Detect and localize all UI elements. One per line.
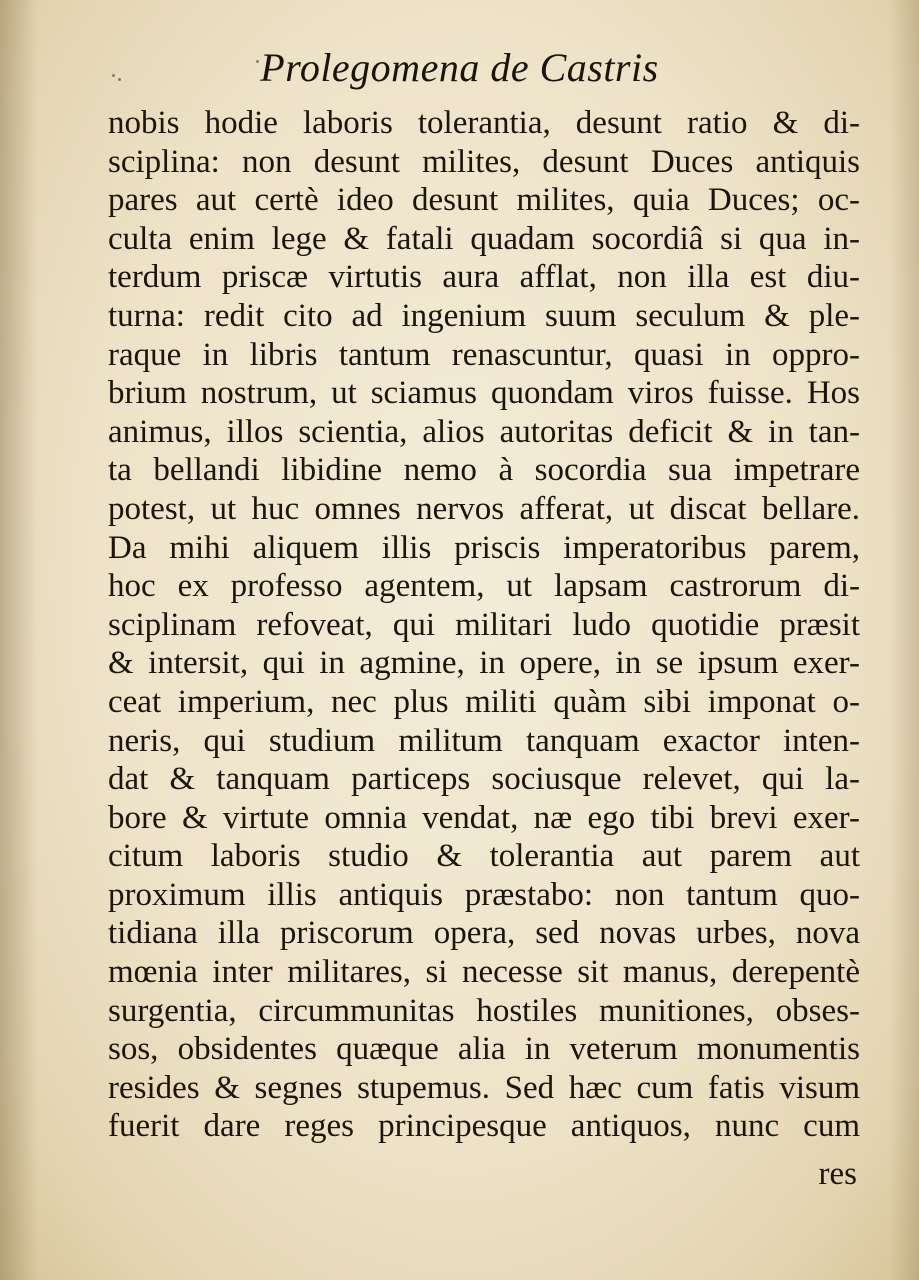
running-head: Prolegomena de Castris <box>260 45 659 90</box>
text-line: nobis hodie laboris tolerantia, desunt ratio & di- <box>108 105 860 141</box>
text-line: sos, obsidentes quæque alia in veterum monumentis <box>108 1031 860 1068</box>
text-line: raque in libris tantum renascuntur, quasi in oppro- <box>108 336 860 373</box>
text-line: tidiana illa priscorum opera, sed novas urbes, nova <box>108 915 860 952</box>
text-line: potest, ut huc omnes nervos afferat, ut discat bellare. <box>108 490 860 527</box>
text-line: hoc ex professo agentem, ut lapsam castrorum di- <box>108 568 860 605</box>
text-line: bore & virtute omnia vendat, næ ego tibi brevi exer- <box>108 799 860 836</box>
text-line: animus, illos scientia, alios autoritas deficit & in tan- <box>108 413 860 450</box>
text-line: ceat imperium, nec plus militi quàm sibi imponat o- <box>108 683 860 720</box>
text-line: sciplina: non desunt milites, desunt Duces antiquis <box>108 143 860 180</box>
text-line: dat & tanquam particeps sociusque relevet, qui la- <box>108 761 860 798</box>
text-line: turna: redit cito ad ingenium suum seculum & ple- <box>108 297 860 334</box>
body-text <box>108 104 860 1146</box>
text-line: proximum illis antiquis præstabo: non tantum quo- <box>108 876 860 913</box>
text-line: brium nostrum, ut sciamus quondam viros fuisse. Hos <box>108 375 860 412</box>
text-line: mœnia inter militares, si necesse sit manus, derepentè <box>108 954 860 991</box>
text-line: Da mihi aliquem illis priscis imperatoribus parem, <box>108 529 860 566</box>
text-line: & intersit, qui in agmine, in opere, in se ipsum exer- <box>108 645 860 682</box>
text-line: surgentia, circummunitas hostiles munitiones, obses- <box>108 992 860 1029</box>
text-line: fuerit dare reges principesque antiquos, nunc cum <box>108 1108 860 1145</box>
catchword: res <box>818 1156 857 1192</box>
text-line: citum laboris studio & tolerantia aut parem aut <box>108 838 860 875</box>
text-line: sciplinam refoveat, qui militari ludo quotidie præsit <box>108 606 860 643</box>
text-line: neris, qui studium militum tanquam exactor inten- <box>108 722 860 759</box>
text-line: ta bellandi libidine nemo à socordia sua impetrare <box>108 452 860 489</box>
text-line: terdum priscæ virtutis aura afflat, non illa est diu- <box>108 259 860 296</box>
text-line: culta enim lege & fatali quadam socordiâ si qua in- <box>108 220 860 257</box>
text-line: resides & segnes stupemus. Sed hæc cum fatis visum <box>108 1069 860 1106</box>
text-line: pares aut certè ideo desunt milites, quia Duces; oc- <box>108 182 860 219</box>
